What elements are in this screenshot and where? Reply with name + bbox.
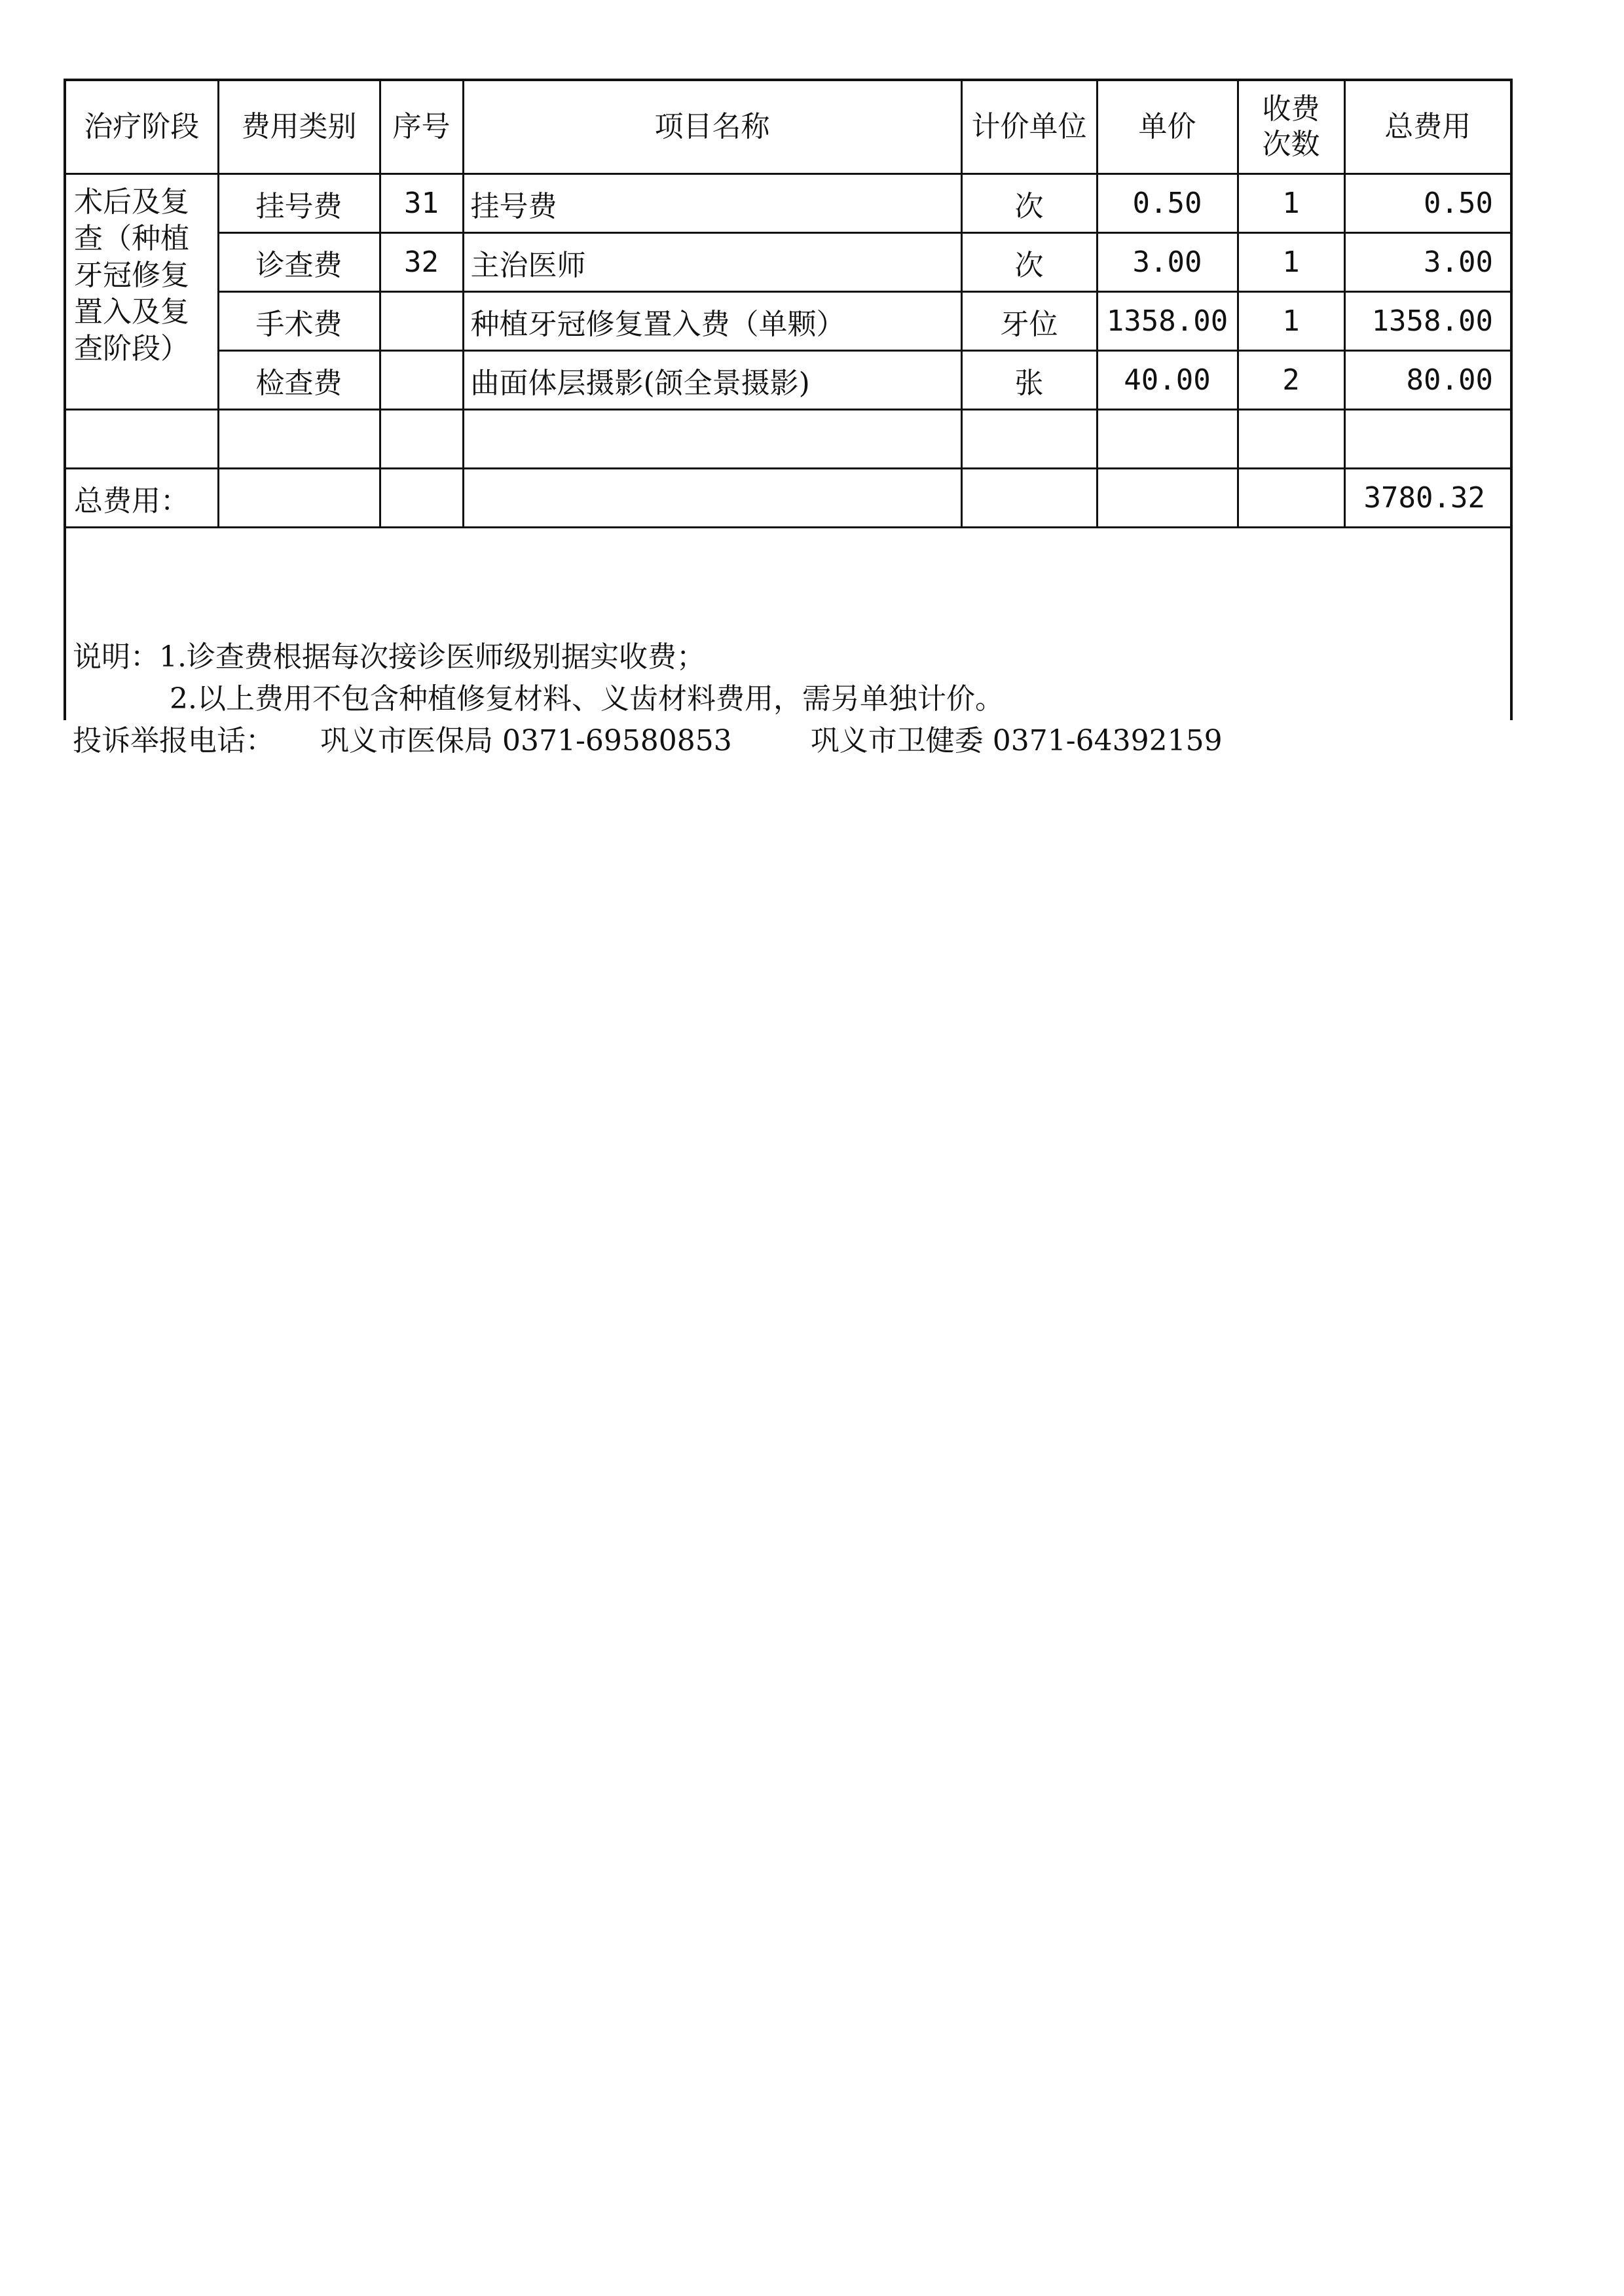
- contact-health-commission: 巩义市卫健委 0371-64392159: [810, 724, 1223, 757]
- total-row: [66, 469, 1510, 528]
- stage-cell: 术后及复查（种植牙冠修复置入及复查阶段）: [66, 174, 218, 410]
- category-cell: 诊查费: [218, 233, 380, 292]
- notes-section: [73, 636, 1500, 762]
- total-cell: 1358.00: [1344, 292, 1510, 351]
- table-row: [66, 292, 1510, 351]
- total-cell: 0.50: [1344, 174, 1510, 233]
- item-cell: 主治医师: [463, 233, 961, 292]
- blank-cell: [1344, 410, 1510, 469]
- table-row: [66, 174, 1510, 233]
- header-price: 单价: [1097, 81, 1238, 174]
- blank-cell: [1097, 410, 1238, 469]
- seq-cell: 32: [380, 233, 463, 292]
- unit-cell: 张: [961, 351, 1097, 410]
- header-seq: 序号: [380, 81, 463, 174]
- blank-cell: [463, 469, 961, 528]
- blank-cell: [218, 469, 380, 528]
- contact-medical-insurance: 巩义市医保局 0371-69580853: [320, 724, 732, 757]
- unit-cell: 次: [961, 233, 1097, 292]
- blank-row: [66, 410, 1510, 469]
- price-cell: 40.00: [1097, 351, 1238, 410]
- price-cell: 0.50: [1097, 174, 1238, 233]
- seq-cell: 31: [380, 174, 463, 233]
- seq-cell: [380, 292, 463, 351]
- header-times: 收费次数: [1238, 81, 1344, 174]
- header-item: 项目名称: [463, 81, 961, 174]
- blank-cell: [1097, 469, 1238, 528]
- header-category: 费用类别: [218, 81, 380, 174]
- table-row: [66, 233, 1510, 292]
- item-cell: 种植牙冠修复置入费（单颗）: [463, 292, 961, 351]
- header-total: 总费用: [1344, 81, 1510, 174]
- unit-cell: 牙位: [961, 292, 1097, 351]
- category-cell: 检查费: [218, 351, 380, 410]
- note-line-2: 2.以上费用不包含种植修复材料、义齿材料费用，需另单独计价。: [170, 682, 1004, 716]
- total-cell: 80.00: [1344, 351, 1510, 410]
- blank-cell: [961, 469, 1097, 528]
- blank-cell: [961, 410, 1097, 469]
- header-unit: 计价单位: [961, 81, 1097, 174]
- complaint-line: [73, 720, 1500, 762]
- fee-schedule-frame: [64, 79, 1513, 757]
- blank-cell: [1238, 410, 1344, 469]
- item-cell: 挂号费: [463, 174, 961, 233]
- total-value: 3780.32: [1344, 469, 1510, 528]
- times-cell: 2: [1238, 351, 1344, 410]
- category-cell: 手术费: [218, 292, 380, 351]
- times-cell: 1: [1238, 233, 1344, 292]
- fee-table: [66, 81, 1510, 528]
- blank-cell: [380, 469, 463, 528]
- header-stage: 治疗阶段: [66, 81, 218, 174]
- seq-cell: [380, 351, 463, 410]
- table-row: [66, 351, 1510, 410]
- total-cell: 3.00: [1344, 233, 1510, 292]
- item-cell: 曲面体层摄影(颌全景摄影): [463, 351, 961, 410]
- blank-cell: [66, 410, 218, 469]
- blank-cell: [1238, 469, 1344, 528]
- total-label: 总费用：: [66, 469, 218, 528]
- blank-cell: [380, 410, 463, 469]
- times-cell: 1: [1238, 174, 1344, 233]
- category-cell: 挂号费: [218, 174, 380, 233]
- table-header-row: [66, 81, 1510, 174]
- complaint-label: 投诉举报电话：: [73, 724, 274, 757]
- price-cell: 1358.00: [1097, 292, 1238, 351]
- blank-cell: [463, 410, 961, 469]
- unit-cell: 次: [961, 174, 1097, 233]
- times-cell: 1: [1238, 292, 1344, 351]
- note-line-1: 说明：1.诊查费根据每次接诊医师级别据实收费；: [73, 640, 705, 674]
- price-cell: 3.00: [1097, 233, 1238, 292]
- blank-cell: [218, 410, 380, 469]
